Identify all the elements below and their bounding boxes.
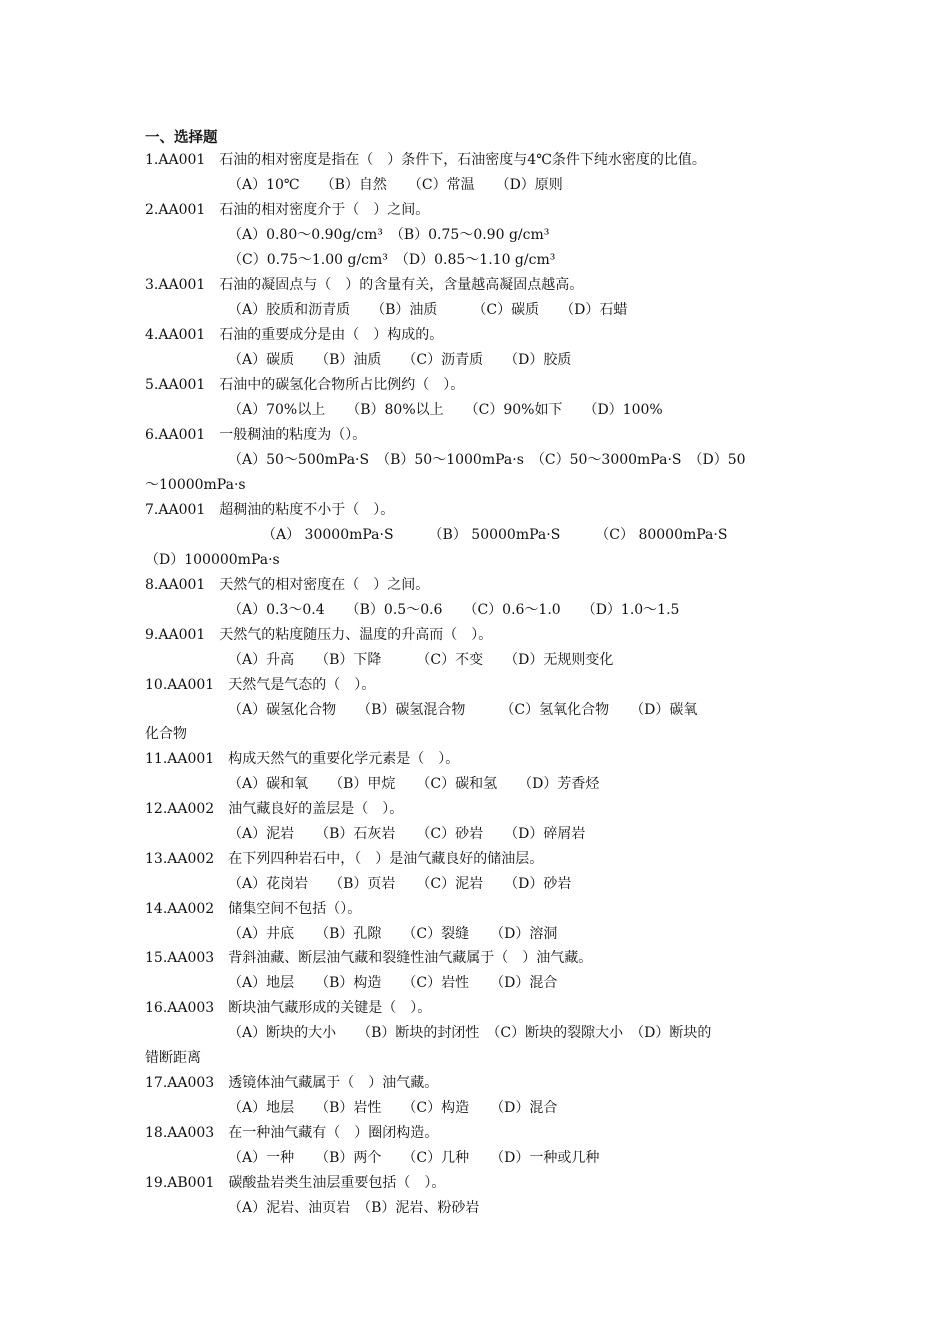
question-options: （A）花岗岩 （B）页岩 （C）泥岩 （D）砂岩: [228, 876, 572, 892]
question-stem: 7.AA001 超稠油的粘度不小于（ ）。: [145, 502, 395, 518]
question-stem: 18.AA003 在一种油气藏有（ ）圈闭构造。: [145, 1125, 439, 1141]
section-title: 一、选择题: [145, 130, 218, 146]
question-stem: 8.AA001 天然气的相对密度在（ ）之间。: [145, 577, 430, 593]
question-options: （A）50～500mPa·S （B）50～1000mPa·s （C）50～3000mPa·S （D）50: [228, 452, 746, 468]
question-options: （A）碳质 （B）油质 （C）沥青质 （D）胶质: [228, 352, 572, 368]
question-options: （A）断块的大小 （B）断块的封闭性 （C）断块的裂隙大小 （D）断块的: [228, 1025, 712, 1041]
question-stem: 5.AA001 石油中的碳氢化合物所占比例约（ ）。: [145, 377, 465, 393]
question-options: （C）0.75～1.00 g/cm³ （D）0.85～1.10 g/cm³: [228, 252, 556, 268]
question-stem: 9.AA001 天然气的粘度随压力、温度的升高而（ ）。: [145, 627, 493, 643]
question-stem: 16.AA003 断块油气藏形成的关键是（ ）。: [145, 1000, 432, 1016]
question-stem: 11.AA001 构成天然气的重要化学元素是（ ）。: [145, 751, 460, 767]
question-options: （A）0.3～0.4 （B）0.5～0.6 （C）0.6～1.0 （D）1.0～1.5: [228, 602, 680, 618]
question-stem: 6.AA001 一般稠油的粘度为（）。: [145, 427, 367, 443]
question-options: （A）升高 （B）下降 （C）不变 （D）无规则变化: [228, 652, 614, 668]
question-stem: 4.AA001 石油的重要成分是由（ ）构成的。: [145, 327, 444, 343]
question-options: （A）一种 （B）两个 （C）几种 （D）一种或几种: [228, 1150, 600, 1166]
question-options-continuation: 错断距离: [145, 1050, 201, 1066]
question-stem: 12.AA002 油气藏良好的盖层是（ ）。: [145, 801, 404, 817]
question-options: （A）井底 （B）孔隙 （C）裂缝 （D）溶洞: [228, 926, 558, 942]
question-stem: 1.AA001 石油的相对密度是指在（ ）条件下，石油密度与4℃条件下纯水密度的比值。: [145, 152, 706, 168]
question-options: （A）0.80～0.90g/cm³ （B）0.75～0.90 g/cm³: [228, 227, 550, 243]
question-stem: 3.AA001 石油的凝固点与（ ）的含量有关，含量越高凝固点越高。: [145, 277, 584, 293]
question-stem: 10.AA001 天然气是气态的（ ）。: [145, 677, 376, 693]
question-stem: 17.AA003 透镜体油气藏属于（ ）油气藏。: [145, 1075, 439, 1091]
question-options: （A）碳和氧 （B）甲烷 （C）碳和氢 （D）芳香烃: [228, 776, 600, 792]
question-stem: 19.AB001 碳酸盐岩类生油层重要包括（ ）。: [145, 1175, 446, 1191]
question-options-continuation: 化合物: [145, 726, 187, 742]
question-stem: 2.AA001 石油的相对密度介于（ ）之间。: [145, 202, 430, 218]
question-options: （A）胶质和沥青质 （B）油质 （C）碳质 （D）石蜡: [228, 302, 628, 318]
question-options: （A）碳氢化合物 （B）碳氢混合物 （C）氢氧化合物 （D）碳氧: [228, 702, 698, 718]
question-options: （A）10℃ （B）自然 （C）常温 （D）原则: [228, 177, 563, 193]
question-options: （A）泥岩 （B）石灰岩 （C）砂岩 （D）碎屑岩: [228, 826, 586, 842]
question-stem: 14.AA002 储集空间不包括（）。: [145, 901, 362, 917]
question-options-continuation: ～10000mPa·s: [145, 477, 246, 493]
question-options: （A） 30000mPa·S （B） 50000mPa·S （C） 80000mPa·S: [262, 527, 728, 543]
question-options: （A）地层 （B）构造 （C）岩性 （D）混合: [228, 975, 558, 991]
question-options: （A）地层 （B）岩性 （C）构造 （D）混合: [228, 1100, 558, 1116]
question-options: （A）泥岩、油页岩 （B）泥岩、粉砂岩: [228, 1200, 480, 1216]
question-options-continuation: （D）100000mPa·s: [145, 552, 280, 568]
question-stem: 13.AA002 在下列四种岩石中，（ ）是油气藏良好的储油层。: [145, 851, 544, 867]
question-stem: 15.AA003 背斜油藏、断层油气藏和裂缝性油气藏属于（ ）油气藏。: [145, 950, 593, 966]
question-options: （A）70%以上 （B）80%以上 （C）90%如下 （D）100%: [228, 402, 663, 418]
